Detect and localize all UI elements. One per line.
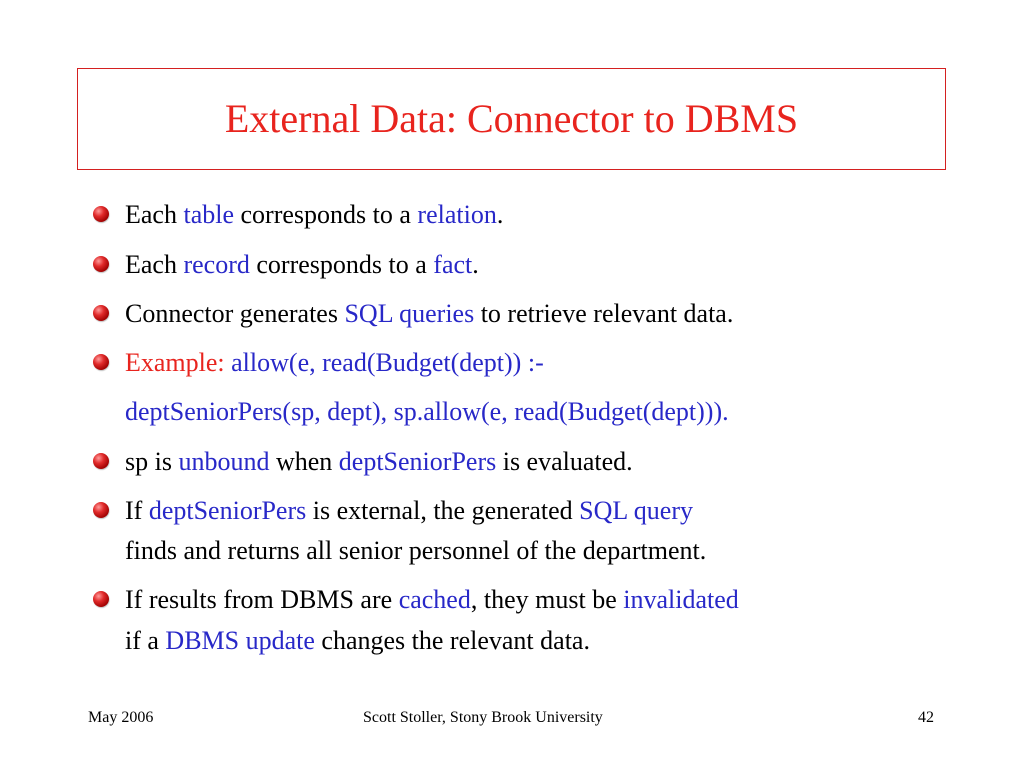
highlight-term: allow(e, read(Budget(dept)) :-	[231, 348, 544, 377]
bullet-line	[125, 397, 729, 427]
bullet-line	[125, 626, 590, 656]
bullet-text: corresponds to a	[234, 200, 418, 229]
bullet-text: if a	[125, 626, 166, 655]
red-sphere-bullet-icon	[93, 305, 109, 321]
bullet-text: Each	[125, 200, 184, 229]
highlight-term: fact	[433, 250, 473, 279]
bullet-text: when	[269, 447, 339, 476]
bullet-text: changes the relevant data.	[314, 626, 590, 655]
footer-date: May 2006	[88, 709, 154, 726]
highlight-term: relation	[417, 200, 497, 229]
bullet-text: corresponds to a	[249, 250, 434, 279]
bullet-line	[125, 299, 733, 329]
bullet-text: finds and returns all senior personnel of the department.	[125, 536, 707, 565]
bullet-line	[125, 536, 706, 566]
red-sphere-bullet-icon	[93, 256, 109, 272]
red-sphere-bullet-icon	[93, 453, 109, 469]
bullet-line	[125, 250, 479, 280]
highlight-term: deptSeniorPers(sp, dept), sp.allow(e, read(Budget(dept))).	[125, 397, 729, 426]
bullet-text: Connector generates	[125, 299, 345, 328]
bullet-text: If	[125, 496, 149, 525]
bullet-text: is external, the generated	[306, 496, 580, 525]
slide-title: External Data: Connector to DBMS	[224, 96, 799, 141]
bullet-text: Each	[125, 250, 184, 279]
bullet-text: sp is	[125, 447, 179, 476]
footer-author: Scott Stoller, Stony Brook University	[363, 709, 603, 726]
footer-page-number: 42	[918, 709, 934, 726]
bullet-text: to retrieve relevant data.	[474, 299, 734, 328]
bullet-line	[125, 200, 503, 230]
bullet-text: is evaluated.	[496, 447, 633, 476]
example-label: Example:	[125, 348, 232, 377]
highlight-term: unbound	[178, 447, 270, 476]
bullet-line	[125, 585, 739, 615]
highlight-term: SQL queries	[344, 299, 475, 328]
highlight-term: cached	[398, 585, 471, 614]
red-sphere-bullet-icon	[93, 591, 109, 607]
highlight-term: SQL query	[579, 496, 693, 525]
bullet-line	[125, 496, 693, 526]
highlight-term: table	[183, 200, 234, 229]
bullet-text: .	[496, 200, 504, 229]
highlight-term: record	[183, 250, 250, 279]
bullet-text: .	[472, 250, 479, 279]
highlight-term: invalidated	[623, 585, 739, 614]
bullet-line	[125, 348, 544, 378]
highlight-term: deptSeniorPers	[338, 447, 497, 476]
bullet-text: If results from DBMS are	[125, 585, 399, 614]
red-sphere-bullet-icon	[93, 502, 109, 518]
highlight-term: deptSeniorPers	[148, 496, 307, 525]
red-sphere-bullet-icon	[93, 206, 109, 222]
bullet-text: , they must be	[470, 585, 624, 614]
highlight-term: DBMS update	[165, 626, 315, 655]
red-sphere-bullet-icon	[93, 354, 109, 370]
bullet-line	[125, 447, 633, 477]
